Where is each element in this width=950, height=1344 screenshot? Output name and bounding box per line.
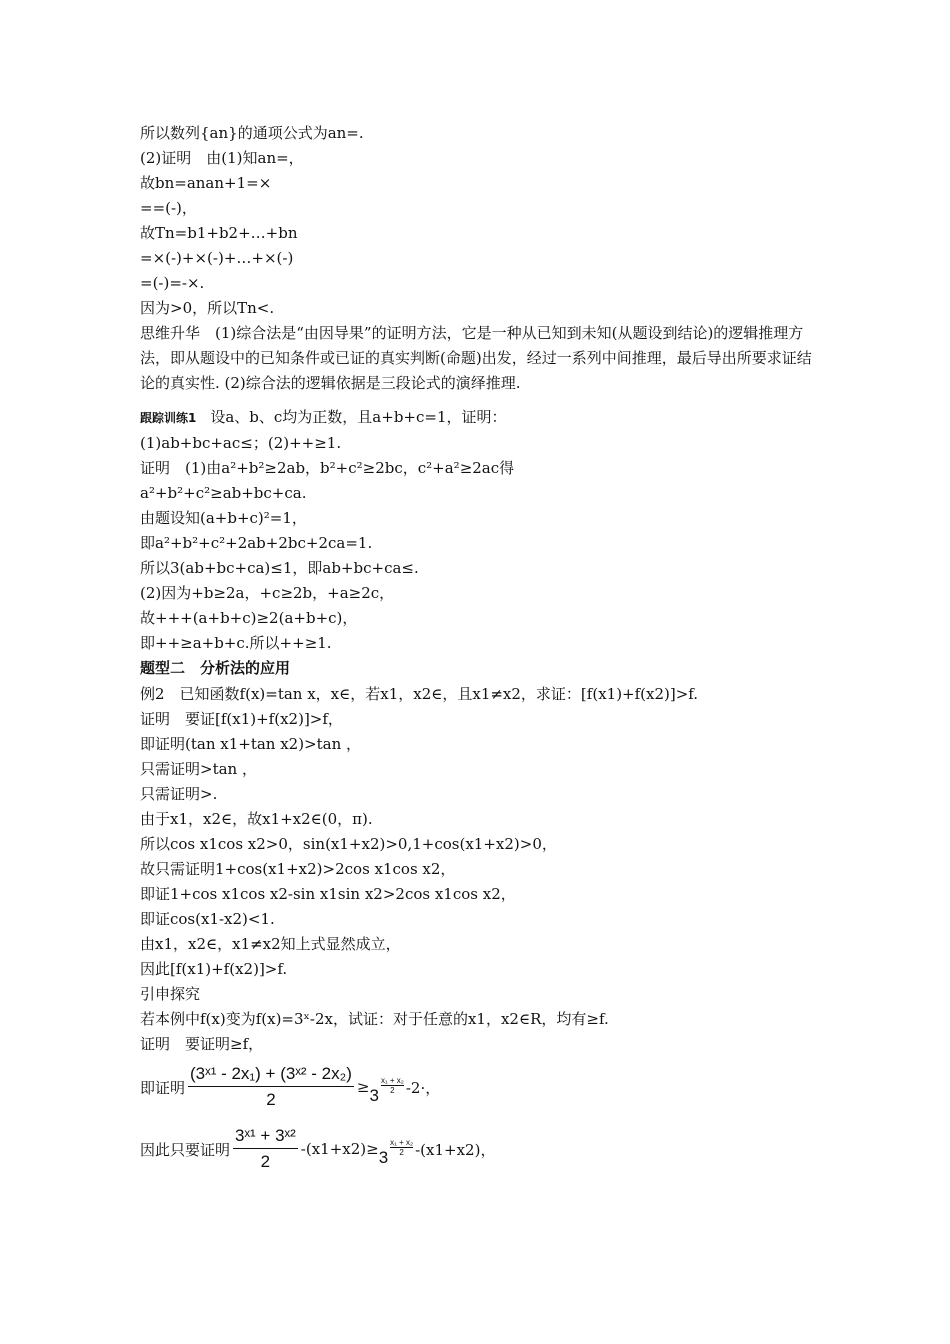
text-line: 证明 要证[f(x1)+f(x2)]>f， bbox=[140, 710, 343, 728]
text-line: (2)证明 由(1)知an=， bbox=[140, 149, 304, 167]
eq1-relation: ≥ bbox=[356, 1078, 370, 1096]
text-line: =×(-)+×(-)+…+×(-) bbox=[140, 249, 294, 267]
eq2-power bbox=[378, 1138, 414, 1168]
text-line: 若本例中f(x)变为f(x)=3ˣ-2x，试证：对于任意的x1，x2∈R，均有≥f. bbox=[140, 1010, 609, 1028]
eq2-base: 3 bbox=[378, 1148, 389, 1167]
text-line: 因为>0，所以Tn<. bbox=[140, 299, 275, 317]
eq1-power bbox=[369, 1076, 404, 1106]
equation-2 bbox=[140, 1126, 495, 1172]
text-line: 例2 已知函数f(x)=tan x，x∈，若x1，x2∈，且x1≠x2，求证：[f(x1)+f(x2)]>f. bbox=[140, 685, 699, 703]
text-line: 即证明(tan x1+tan x2)>tan ， bbox=[140, 735, 362, 753]
text-line: 证明 (1)由a²+b²≥2ab，b²+c²≥2bc，c²+a²≥2ac得 bbox=[140, 459, 515, 477]
training-text: 设a、b、c均为正数，且a+b+c=1，证明： bbox=[210, 408, 507, 426]
eq1-numerator: (3ˣ¹ - 2x₁) + (3ˣ² - 2x₂) bbox=[190, 1064, 352, 1083]
text-line: 故只需证明1+cos(x1+x2)>2cos x1cos x2， bbox=[140, 860, 456, 878]
eq2-lead: 因此只要证明 bbox=[140, 1140, 231, 1159]
text-line: 因此[f(x1)+f(x2)]>f. bbox=[140, 960, 288, 978]
text-line: a²+b²+c²≥ab+bc+ca. bbox=[140, 484, 307, 502]
text-line: 证明 要证明≥f， bbox=[140, 1035, 264, 1053]
eq2-middle: -(x1+x2)≥ bbox=[300, 1140, 379, 1158]
eq2-exp-den: 2 bbox=[399, 1148, 404, 1157]
training-line bbox=[140, 407, 507, 428]
text-line: 故Tn=b1+b2+…+bn bbox=[140, 224, 298, 242]
summary-paragraph: 思维升华 (1)综合法是“由因导果”的证明方法，它是一种从已知到未知(从题设到结论)的逻辑推理方法，即从题设中的已知条件或已证的真实判断(命题)出发，经过一系列中间推理，最后导出所要求证结论的真实性. (2)综合法的逻辑依据是三段论式的演绎推理. bbox=[140, 324, 812, 392]
eq2-exponent bbox=[390, 1138, 413, 1157]
text-line: ==(-)， bbox=[140, 199, 197, 217]
text-line: 即++≥a+b+c.所以++≥1. bbox=[140, 634, 332, 652]
eq1-tail: -2·， bbox=[405, 1078, 441, 1097]
text-line: 由题设知(a+b+c)²=1， bbox=[140, 509, 307, 527]
text-line: 只需证明>. bbox=[140, 785, 218, 803]
section-heading: 题型二 分析法的应用 bbox=[140, 659, 291, 677]
eq2-numerator: 3ˣ¹ + 3ˣ² bbox=[235, 1126, 296, 1145]
text-line: 即证1+cos x1cos x2-sin x1sin x2>2cos x1cos x2， bbox=[140, 885, 516, 903]
text-line: 只需证明>tan ， bbox=[140, 760, 257, 778]
text-line: 所以cos x1cos x2>0，sin(x1+x2)>0,1+cos(x1+x2)>0， bbox=[140, 835, 557, 853]
eq2-denominator: 2 bbox=[260, 1152, 271, 1171]
text-line: 所以3(ab+bc+ca)≤1，即ab+bc+ca≤. bbox=[140, 559, 419, 577]
text-line: 故+++(a+b+c)≥2(a+b+c)， bbox=[140, 609, 358, 627]
eq1-exponent bbox=[381, 1076, 404, 1095]
text-line: 故bn=anan+1=× bbox=[140, 174, 272, 192]
eq1-base: 3 bbox=[369, 1086, 379, 1105]
text-line: 引申探究 bbox=[140, 985, 201, 1003]
eq1-exp-den: 2 bbox=[390, 1086, 395, 1095]
eq1-exp-num: x₁ + x₂ bbox=[380, 1076, 404, 1085]
eq2-exp-num: x₁ + x₂ bbox=[390, 1138, 414, 1147]
eq2-fraction bbox=[233, 1126, 298, 1172]
eq2-tail: -(x1+x2)， bbox=[415, 1140, 496, 1159]
eq1-fraction bbox=[188, 1064, 354, 1110]
equation-1 bbox=[140, 1064, 440, 1110]
text-line: 即证cos(x1-x2)<1. bbox=[140, 910, 275, 928]
text-line: (1)ab+bc+ac≤；(2)++≥1. bbox=[140, 434, 342, 452]
text-line: =(-)=-×. bbox=[140, 274, 205, 292]
text-line: 由于x1，x2∈，故x1+x2∈(0，π). bbox=[140, 810, 373, 828]
text-line: (2)因为+b≥2a，+c≥2b，+a≥2c， bbox=[140, 584, 395, 602]
eq1-denominator: 2 bbox=[266, 1090, 276, 1109]
training-tag: 跟踪训练1 bbox=[140, 411, 197, 425]
text-line: 即a²+b²+c²+2ab+2bc+2ca=1. bbox=[140, 534, 373, 552]
eq1-lead: 即证明 bbox=[140, 1078, 186, 1097]
text-line: 所以数列{an}的通项公式为an=. bbox=[140, 124, 364, 142]
text-line: 由x1，x2∈，x1≠x2知上式显然成立， bbox=[140, 935, 401, 953]
